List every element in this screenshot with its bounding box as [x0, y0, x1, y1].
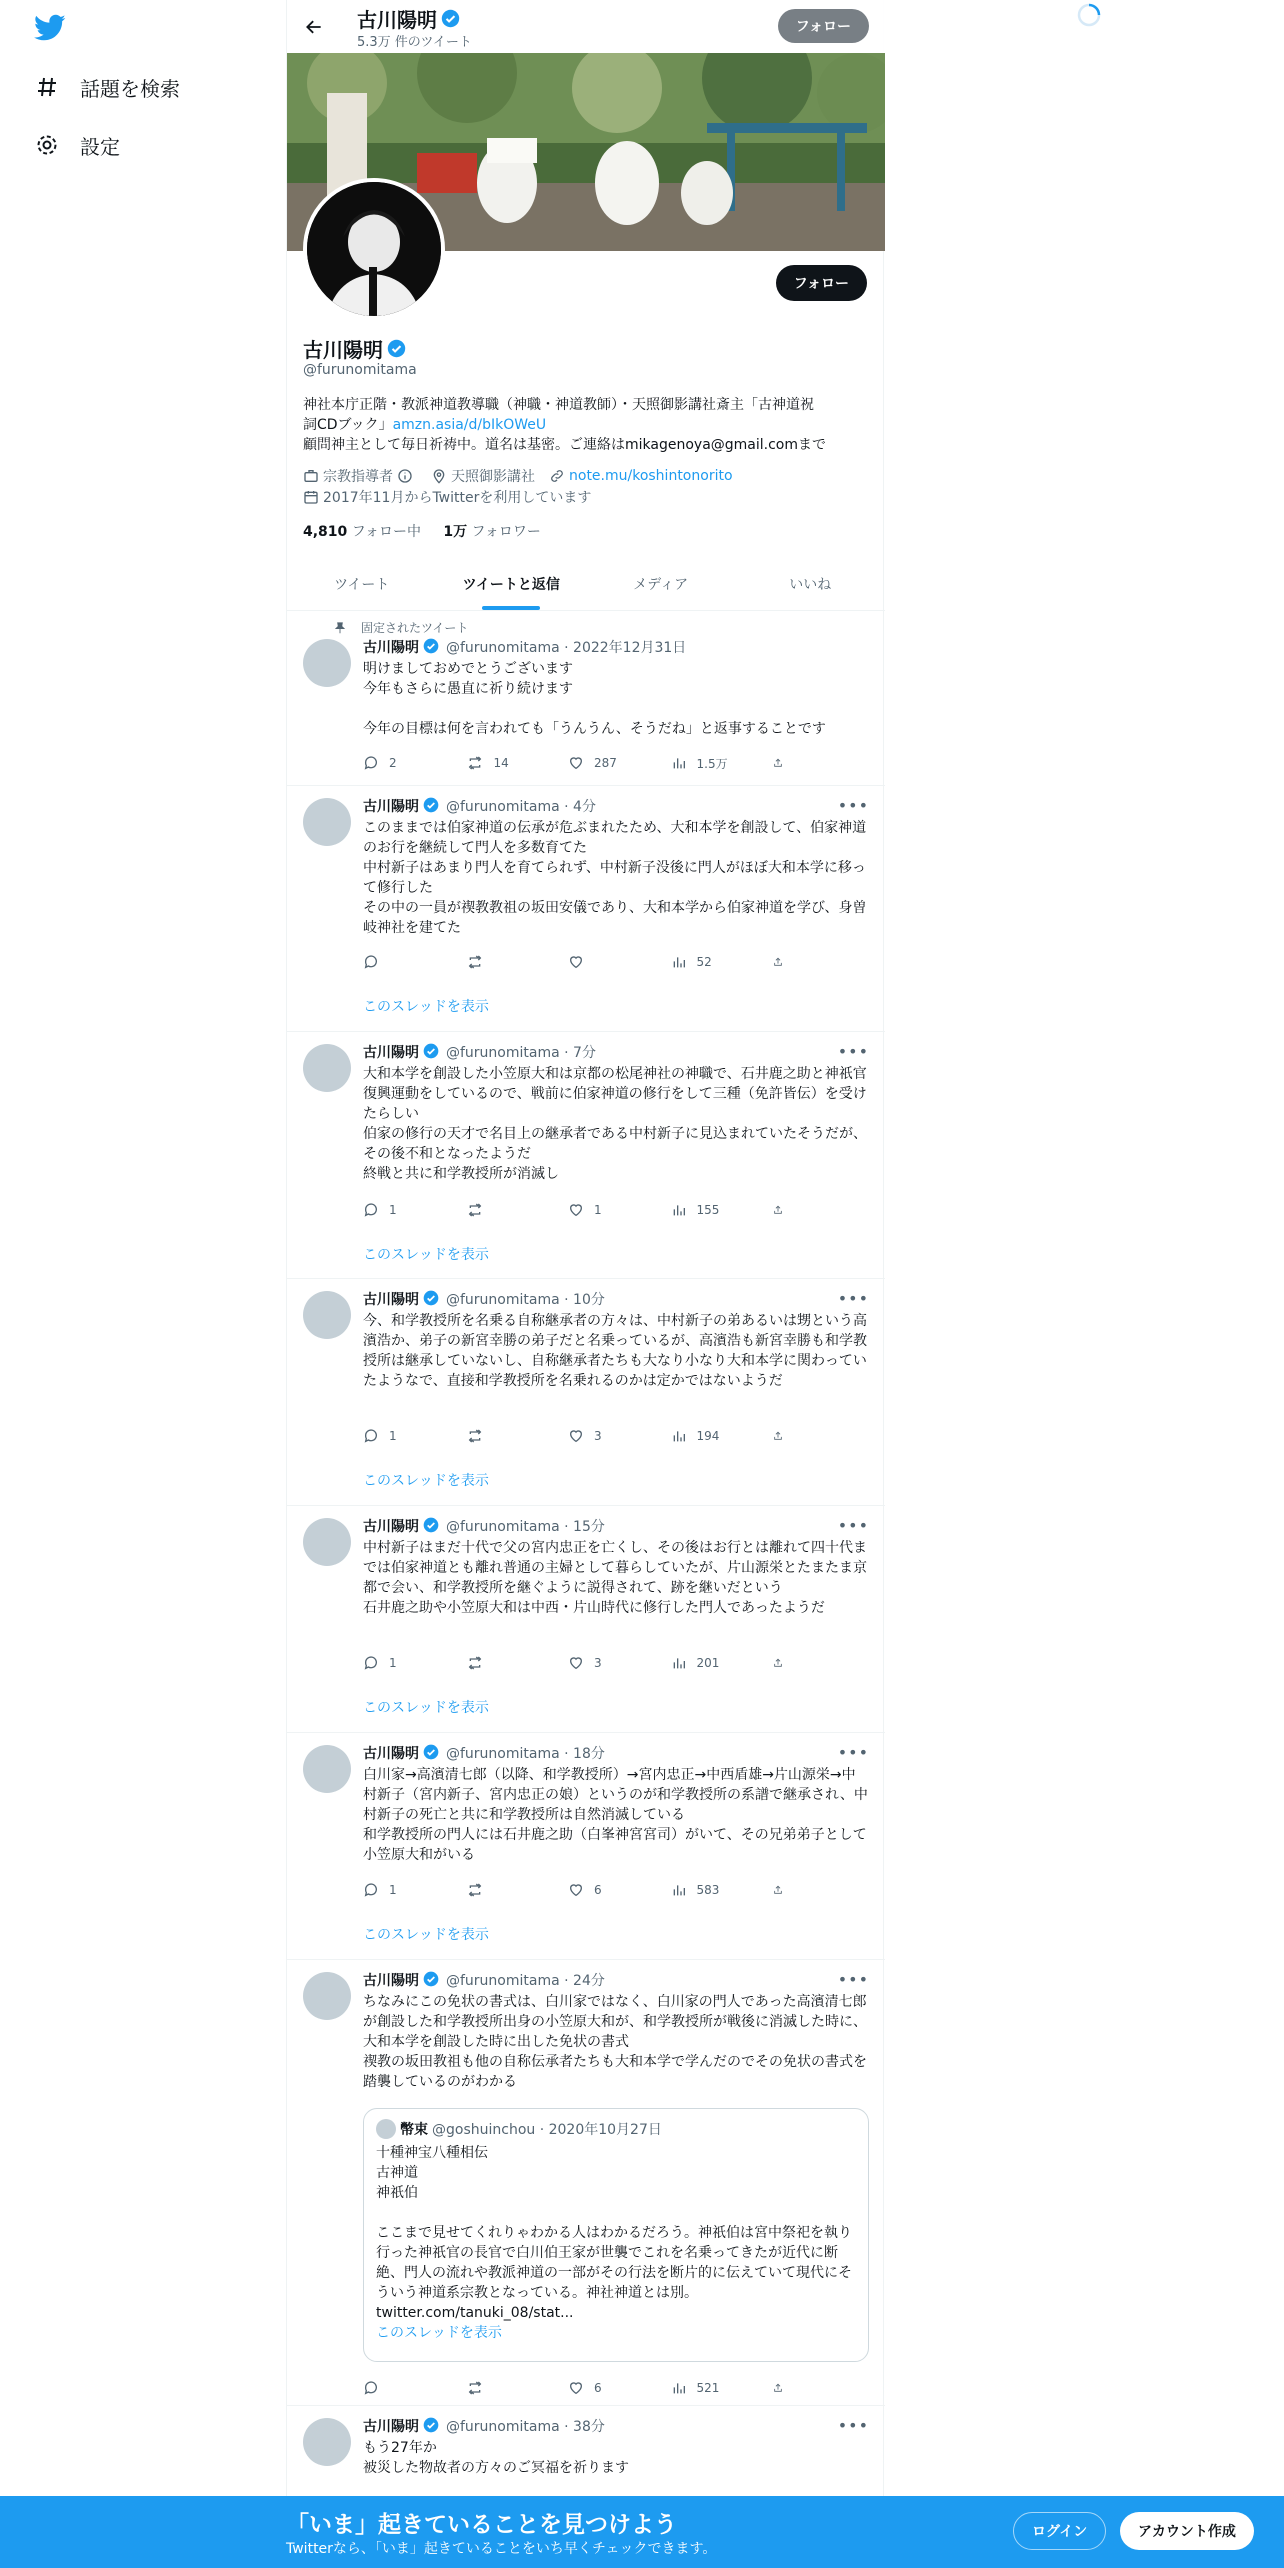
tweet-avatar[interactable] — [303, 1745, 351, 1793]
reply-button[interactable] — [363, 2378, 443, 2398]
tweet-avatar[interactable] — [303, 1044, 351, 1092]
like-button[interactable] — [568, 1653, 648, 1673]
tweet-avatar[interactable] — [303, 1291, 351, 1339]
retweet-button[interactable] — [466, 1426, 546, 1446]
tweet-actions — [363, 1426, 793, 1446]
share-icon — [773, 1202, 783, 1218]
reply-button[interactable] — [363, 1653, 443, 1673]
views-button[interactable] — [671, 952, 751, 972]
quoted-link[interactable]: twitter.com/tanuki_08/stat... — [376, 2305, 574, 2321]
tweet-meta[interactable]: @furunomitama · 4分 — [446, 799, 596, 815]
heart-icon — [568, 2380, 584, 2396]
share-icon — [773, 2380, 783, 2396]
nav-settings[interactable] — [34, 120, 120, 170]
views-icon — [671, 755, 687, 771]
tweet-avatar[interactable] — [303, 1518, 351, 1566]
verified-badge-icon — [423, 638, 442, 657]
quoted-tweet-header — [376, 2119, 662, 2139]
like-count: 3 — [594, 1429, 602, 1443]
tweet-meta[interactable]: @furunomitama · 18分 — [446, 1746, 605, 1762]
link-icon — [549, 468, 565, 484]
tweet-author[interactable]: 古川陽明 — [363, 640, 419, 656]
tweet-actions — [363, 1200, 793, 1220]
tweet[interactable] — [287, 1279, 885, 1506]
pinned-label: 固定されたツイート — [361, 621, 469, 635]
pin-icon — [333, 621, 347, 635]
quoted-meta: @goshuinchou · 2020年10月27日 — [432, 2122, 662, 2138]
tweet-text: このままでは伯家神道の伝承が危ぶまれたため、大和本学を創設して、伯家神道のお行を継続して門人を多数育てた 中村新子はあまり門人を育てられず、中村新子没後に門人がほぼ大和本学に移って修行した その中の一員が禊教教祖の坂田安儀であり、大和本学から伯家神道を学び、身曽岐神社を建てた — [363, 820, 867, 936]
show-thread-link[interactable]: このスレッドを表示 — [363, 999, 489, 1015]
verified-badge-icon — [423, 797, 442, 816]
views-icon — [671, 1428, 687, 1444]
heart-icon — [568, 755, 584, 771]
reply-button[interactable] — [363, 1426, 443, 1446]
bio-text: 詞CDブック」 — [303, 417, 393, 433]
profile-website[interactable] — [549, 468, 733, 484]
view-count: 1.5万 — [696, 756, 728, 771]
tweet-text: 明けましておめでとうございます 今年もさらに愚直に祈り続けます 今年の目標は何を言われても「うんうん、そうだね」と返事することです — [363, 661, 826, 737]
loading-spinner-icon — [1076, 2, 1102, 28]
tab-media[interactable]: メディア — [633, 577, 689, 593]
following-count: 4,810 — [303, 524, 348, 540]
follow-button[interactable]: フォロー — [776, 265, 867, 301]
bio-line: 顧問神主として毎日祈祷中。道名は基密。ご連絡はmikagenoya@gmail.comまで — [303, 437, 827, 453]
briefcase-icon — [303, 468, 319, 484]
profile-header-bar — [287, 0, 885, 53]
tweet-author[interactable]: 古川陽明 — [363, 1045, 419, 1061]
verified-badge-icon — [441, 9, 460, 28]
retweet-count: 14 — [493, 756, 509, 770]
reply-icon — [363, 1202, 379, 1218]
profile-meta — [303, 466, 747, 486]
tweet[interactable] — [287, 1960, 885, 2406]
profile-column — [286, 0, 884, 2568]
view-count: 194 — [696, 1429, 720, 1443]
profile-avatar[interactable] — [303, 178, 445, 320]
header-name-text: 古川陽明 — [357, 8, 437, 32]
profile-category — [303, 466, 417, 486]
more-options-icon[interactable]: ••• — [837, 1970, 869, 1989]
header-name — [357, 4, 460, 33]
quoted-text — [376, 2143, 856, 2343]
share-button[interactable] — [773, 1653, 793, 1673]
share-button[interactable] — [773, 1426, 793, 1446]
more-options-icon[interactable]: ••• — [837, 1289, 869, 1308]
heart-icon — [568, 1882, 584, 1898]
heart-icon — [568, 954, 584, 970]
followers-count: 1万 — [443, 524, 468, 540]
more-options-icon[interactable]: ••• — [837, 2416, 869, 2435]
following-link[interactable] — [303, 524, 421, 540]
tweet-actions — [363, 1880, 793, 1900]
view-count: 521 — [696, 2381, 720, 2395]
retweet-button[interactable] — [466, 1880, 546, 1900]
verified-badge-icon — [423, 2417, 442, 2436]
heart-icon — [568, 1655, 584, 1671]
show-thread-link[interactable]: このスレッドを表示 — [363, 1247, 489, 1263]
followers-label: フォロワー — [471, 524, 541, 540]
profile-bio — [303, 395, 869, 455]
verified-badge-icon — [423, 1043, 442, 1062]
header-tweet-count: 5.3万 件のツイート — [357, 35, 472, 50]
reply-icon — [363, 1428, 379, 1444]
tweet-header — [363, 1516, 605, 1536]
tweet-text: 大和本学を創設した小笠原大和は京都の松尾神社の神職で、石井鹿之助と神祇官復興運動をしているので、戦前に伯家神道の修行をして三種（免許皆伝）を受けたらしい 伯家の修行の天才で名目上の継承者である中村新子に見込まれていたそうだが、その後不和となったようだ 終戦と共に和学教授所が消滅し — [363, 1066, 867, 1182]
share-button[interactable] — [773, 1880, 793, 1900]
tweet-header — [363, 1743, 605, 1763]
views-button[interactable] — [671, 1200, 751, 1220]
reply-count: 1 — [389, 1429, 397, 1443]
reply-count: 2 — [389, 756, 397, 770]
reply-count: 1 — [389, 1656, 397, 1670]
signup-banner — [0, 2496, 1284, 2568]
verified-badge-icon — [423, 1744, 442, 1763]
share-button[interactable] — [773, 1200, 793, 1220]
reply-icon — [363, 755, 379, 771]
reply-icon — [363, 1882, 379, 1898]
views-icon — [671, 1655, 687, 1671]
tweet-text: 白川家→高濱清七郎（以降、和学教授所）→宮内忠正→中西盾雄→片山源栄→中村新子（宮内新子、宮内忠正の娘）というのが和学教授所の系譜で継承され、中村新子の死亡と共に和学教授所は自然消滅している 和学教授所の門人には石井鹿之助（白峯神宮宮司）がいて、その兄弟弟子として小笠原大和がいる — [363, 1767, 868, 1863]
tweet-text: ちなみにこの免状の書式は、白川家ではなく、白川家の門人であった高濱清七郎が創設した和学教授所出身の小笠原大和が、和学教授所が戦後に消滅した時に、大和本学を創設した時に出した免状の書式 禊教の坂田教祖も他の自称伝承者たちも大和本学で学んだのでその免状の書式を踏襲しているのがわかる — [363, 1994, 867, 2090]
tweet-author[interactable]: 古川陽明 — [363, 1973, 419, 1989]
views-icon — [671, 2380, 687, 2396]
tweet-avatar[interactable] — [303, 639, 351, 687]
tweet[interactable] — [287, 1032, 885, 1279]
retweet-icon — [466, 1428, 484, 1444]
reply-icon — [363, 1655, 379, 1671]
more-options-icon[interactable]: ••• — [837, 1042, 869, 1061]
tab-likes[interactable]: いいね — [789, 577, 832, 593]
like-button[interactable] — [568, 2378, 648, 2398]
like-button[interactable] — [568, 952, 648, 972]
like-count: 6 — [594, 2381, 602, 2395]
like-count: 1 — [594, 1203, 602, 1217]
share-button[interactable] — [773, 952, 793, 972]
verified-badge-icon — [423, 1290, 442, 1309]
share-button[interactable] — [773, 2378, 793, 2398]
retweet-button[interactable] — [466, 1200, 546, 1220]
profile-handle: @furunomitama — [303, 362, 417, 378]
tweet-author[interactable]: 古川陽明 — [363, 1746, 419, 1762]
nav-settings-label: 設定 — [80, 134, 120, 159]
quoted-tweet[interactable] — [363, 2108, 869, 2362]
tweet-header — [363, 1970, 605, 1990]
follow-stats — [303, 521, 541, 541]
tweet-actions — [363, 1653, 793, 1673]
tweet-header — [363, 796, 596, 816]
info-icon — [397, 468, 413, 484]
profile-tabs — [287, 558, 885, 611]
profile-joined-text: 2017年11月からTwitterを利用しています — [323, 490, 592, 506]
tweet-header — [363, 2416, 605, 2436]
retweet-icon — [466, 1882, 484, 1898]
retweet-icon — [466, 755, 484, 771]
like-button[interactable] — [568, 1200, 648, 1220]
tweet[interactable] — [287, 1733, 885, 1960]
views-icon — [671, 1882, 687, 1898]
signup-banner-subtitle: Twitterなら、「いま」起きていることをいち早くチェックできます。 — [286, 2541, 717, 2557]
like-button[interactable] — [568, 1880, 648, 1900]
view-count: 155 — [696, 1203, 720, 1217]
like-button[interactable] — [568, 1426, 648, 1446]
tweet-avatar[interactable] — [303, 798, 351, 846]
views-button[interactable] — [671, 1880, 751, 1900]
more-options-icon[interactable]: ••• — [837, 1743, 869, 1762]
retweet-button[interactable] — [466, 2378, 546, 2398]
following-label: フォロー中 — [351, 524, 422, 540]
share-icon — [773, 954, 783, 970]
profile-category-text: 宗教指導者 — [323, 469, 393, 485]
tweet-meta[interactable]: @furunomitama · 38分 — [446, 2419, 605, 2435]
tweet-meta[interactable]: @furunomitama · 7分 — [446, 1045, 596, 1061]
tweet-avatar[interactable] — [303, 2418, 351, 2466]
reply-icon — [363, 2380, 379, 2396]
show-thread-link[interactable]: このスレッドを表示 — [363, 1700, 489, 1716]
hashtag-icon — [34, 74, 60, 100]
nav-explore-label: 話題を検索 — [80, 76, 180, 101]
profile-joined — [303, 487, 591, 507]
tab-tweets-and-replies[interactable]: ツイートと返信 — [437, 558, 587, 610]
tweet-actions — [363, 753, 793, 773]
tweet-author[interactable]: 古川陽明 — [363, 799, 419, 815]
like-count: 3 — [594, 1656, 602, 1670]
quoted-show-thread-link[interactable]: このスレッドを表示 — [376, 2325, 502, 2341]
tweet-text: 中村新子はまだ十代で父の宮内忠正を亡くし、その後はお行とは離れて四十代までは伯家神道とも離れ普通の主婦として暮らしていたが、片山源栄とたまたま京都で会い、和学教授所を継ぐように説得されて、跡を継いだという 石井鹿之助や小笠原大和は中西・片山時代に修行した門人であったようだ — [363, 1540, 867, 1616]
tweet-actions — [363, 2378, 793, 2398]
profile-location-text: 天照御影講社 — [451, 469, 535, 485]
tweet-header — [363, 1042, 596, 1062]
reply-button[interactable] — [363, 952, 443, 972]
quoted-avatar — [376, 2119, 396, 2139]
retweet-icon — [466, 1655, 484, 1671]
retweet-icon — [466, 954, 484, 970]
tweet-author[interactable]: 古川陽明 — [363, 2419, 419, 2435]
retweet-button[interactable] — [466, 1653, 546, 1673]
tweet-meta[interactable]: @furunomitama · 2022年12月31日 — [446, 640, 687, 656]
share-button[interactable] — [773, 753, 793, 773]
tweet-author[interactable]: 古川陽明 — [363, 1292, 419, 1308]
tweet-author[interactable]: 古川陽明 — [363, 1519, 419, 1535]
share-icon — [773, 1655, 783, 1671]
left-nav — [0, 0, 286, 2568]
tweet-header — [363, 1289, 605, 1309]
location-pin-icon — [431, 468, 447, 484]
header-follow-button[interactable]: フォロー — [778, 9, 869, 43]
like-count: 287 — [594, 756, 617, 770]
tab-tweets[interactable]: ツイート — [334, 577, 390, 593]
profile-location — [431, 466, 535, 486]
bio-line: 神社本庁正階・教派神道教導職（神職・神道教師）・天照御影講社斎主「古神道祝 — [303, 397, 814, 413]
back-arrow-icon[interactable] — [299, 12, 329, 42]
gear-icon — [34, 132, 60, 158]
quoted-author: 幣束 — [400, 2122, 428, 2138]
bio-link[interactable]: amzn.asia/d/bIkOWeU — [392, 417, 547, 433]
tweet[interactable] — [287, 786, 885, 1032]
reply-button[interactable] — [363, 1200, 443, 1220]
tweet-avatar[interactable] — [303, 1972, 351, 2020]
views-button[interactable] — [671, 1653, 751, 1673]
reply-icon — [363, 954, 379, 970]
views-button[interactable] — [671, 753, 751, 773]
heart-icon — [568, 1202, 584, 1218]
share-icon — [773, 755, 783, 771]
share-icon — [773, 1428, 783, 1444]
nav-explore[interactable] — [34, 62, 180, 112]
tweet[interactable] — [287, 1506, 885, 1733]
view-count: 201 — [696, 1656, 720, 1670]
twitter-logo-icon[interactable] — [34, 14, 66, 42]
profile-name — [303, 334, 406, 363]
show-thread-link[interactable]: このスレッドを表示 — [363, 1927, 489, 1943]
bio-line — [303, 415, 869, 435]
reply-count: 1 — [389, 1203, 397, 1217]
verified-badge-icon — [423, 1971, 442, 1990]
calendar-icon — [303, 489, 319, 505]
show-thread-link[interactable]: このスレッドを表示 — [363, 1473, 489, 1489]
signup-button[interactable]: アカウント作成 — [1120, 2512, 1254, 2550]
verified-badge-icon — [387, 339, 406, 358]
retweet-button[interactable] — [466, 753, 546, 773]
views-icon — [671, 1202, 687, 1218]
views-button[interactable] — [671, 1426, 751, 1446]
view-count: 583 — [696, 1883, 720, 1897]
tweet-header — [363, 637, 686, 657]
profile-website-link[interactable]: note.mu/koshintonorito — [569, 468, 733, 484]
followers-link[interactable] — [443, 524, 541, 540]
retweet-icon — [466, 2380, 484, 2396]
tweet-text: 今、和学教授所を名乗る自称継承者の方々は、中村新子の弟あるいは甥という高濱浩か、弟子の新宮幸勝の弟子だと名乗っているが、高濱浩も新宮幸勝も和学教授所は継承していないし、自称継承者たちも大なり小なり大和本学に関わっていたようなで、直接和学教授所を名乗れるのかは定かではないようだ — [363, 1313, 867, 1389]
tweet-actions — [363, 952, 793, 972]
more-options-icon[interactable]: ••• — [837, 796, 869, 815]
heart-icon — [568, 1428, 584, 1444]
verified-badge-icon — [423, 1517, 442, 1536]
quoted-text-body: 十種神宝八種相伝 古神道 神祇伯 ここまで見せてくれりゃわかる人はわかるだろう。神祇伯は宮中祭祀を執り行った神祇官の長官で白川伯王家が世襲でこれを名乗ってきたが近代に断絶、門人の流れや教派神道の一部がその行法を断片的に伝えていて現代にそういう神道系宗教となっている。神社神道とは別。 — [376, 2145, 852, 2301]
tweet-meta[interactable]: @furunomitama · 10分 — [446, 1292, 605, 1308]
more-options-icon[interactable]: ••• — [837, 1516, 869, 1535]
tweet[interactable] — [287, 611, 885, 786]
share-icon — [773, 1882, 783, 1898]
profile-name-text: 古川陽明 — [303, 338, 383, 362]
views-icon — [671, 954, 687, 970]
view-count: 52 — [696, 955, 712, 969]
reply-count: 1 — [389, 1883, 397, 1897]
tweet-meta[interactable]: @furunomitama · 24分 — [446, 1973, 605, 1989]
views-button[interactable] — [671, 2378, 751, 2398]
tweet-meta[interactable]: @furunomitama · 15分 — [446, 1519, 605, 1535]
like-button[interactable] — [568, 753, 648, 773]
reply-button[interactable] — [363, 753, 443, 773]
retweet-icon — [466, 1202, 484, 1218]
like-count: 6 — [594, 1883, 602, 1897]
signup-banner-title: 「いま」起きていることを見つけよう — [286, 2512, 677, 2538]
login-button[interactable]: ログイン — [1013, 2512, 1106, 2550]
reply-button[interactable] — [363, 1880, 443, 1900]
tweet-text: もう27年か 被災した物故者の方々のご冥福を祈ります — [363, 2440, 629, 2476]
pinned-indicator — [333, 619, 468, 636]
retweet-button[interactable] — [466, 952, 546, 972]
